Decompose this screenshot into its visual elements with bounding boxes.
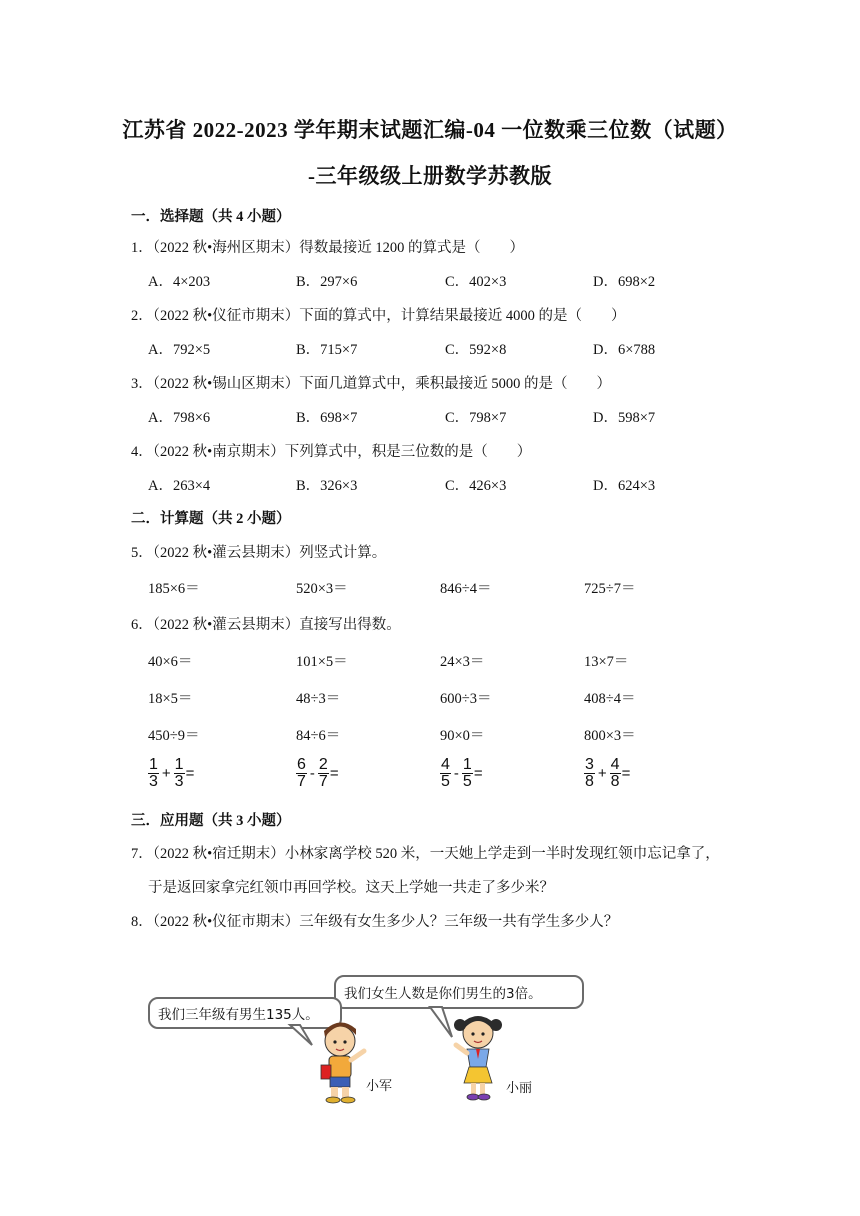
fraction-denominator: 3 — [174, 773, 184, 790]
fraction-denominator: 8 — [610, 773, 620, 790]
q3-option-b: B．698×7 — [296, 410, 358, 426]
question-7-line1: 7．（2022 秋•宿迁期末）小林家离学校 520 米，一天她上学走到一半时发现红领巾忘记拿了， — [131, 846, 720, 862]
q6-item: 600÷3＝ — [440, 691, 492, 707]
section-heading-choice: 一．选择题（共 4 小题） — [131, 209, 291, 225]
q6-item: 800×3＝ — [584, 728, 636, 744]
question-1: 1．（2022 秋•海州区期末）得数最接近 1200 的算式是（ ） — [131, 240, 524, 256]
section-heading-application: 三．应用题（共 3 小题） — [131, 813, 291, 829]
fraction-numerator: 1 — [462, 756, 472, 773]
fraction-numerator: 4 — [441, 756, 450, 773]
q1-option-b: B．297×6 — [296, 274, 358, 290]
fraction-numerator: 1 — [149, 756, 158, 773]
q1-option-a: A．4×203 — [148, 274, 211, 290]
q6-item: 40×6＝ — [148, 654, 193, 670]
q6-fraction-item — [148, 757, 194, 790]
q6-item: 101×5＝ — [296, 654, 348, 670]
fraction-equals: = — [329, 765, 339, 782]
q5-item: 185×6＝ — [148, 581, 200, 597]
q1-option-c: C．402×3 — [445, 274, 507, 290]
girl-name-label: 小丽 — [506, 1081, 533, 1096]
boy-figure — [321, 1022, 364, 1103]
page-title: 江苏省 2022-2023 学年期末试题汇编-04 一位数乘三位数（试题） — [122, 118, 738, 142]
fraction-denominator: 3 — [149, 773, 158, 790]
section-heading-calc: 二．计算题（共 2 小题） — [131, 511, 291, 527]
fraction-denominator: 5 — [441, 773, 450, 790]
page-subtitle: -三年级级上册数学苏教版 — [308, 164, 552, 188]
q2-option-c: C．592×8 — [445, 342, 507, 358]
fraction-numerator: 1 — [174, 756, 184, 773]
q6-item: 90×0＝ — [440, 728, 485, 744]
q5-item: 846÷4＝ — [440, 581, 492, 597]
fraction-operator: + — [161, 765, 171, 782]
q1-option-d: D．698×2 — [593, 274, 656, 290]
q6-fraction-item — [296, 757, 339, 790]
q4-option-d: D．624×3 — [593, 478, 656, 494]
q3-option-a: A．798×6 — [148, 410, 211, 426]
fraction-operator: - — [309, 765, 315, 782]
fraction-equals: = — [473, 765, 483, 782]
girl-figure — [454, 1016, 502, 1100]
q6-item: 408÷4＝ — [584, 691, 636, 707]
q6-item: 84÷6＝ — [296, 728, 341, 744]
q6-fraction-item — [440, 757, 483, 790]
fraction-operator: - — [453, 765, 459, 782]
q4-option-a: A．263×4 — [148, 478, 211, 494]
question-8: 8．（2022 秋•仪征市期末）三年级有女生多少人？三年级一共有学生多少人？ — [131, 914, 619, 930]
fraction-denominator: 5 — [462, 773, 472, 790]
fraction-denominator: 7 — [297, 773, 306, 790]
q6-item: 13×7＝ — [584, 654, 629, 670]
fraction-equals: = — [621, 765, 631, 782]
fraction-denominator: 7 — [318, 773, 328, 790]
q6-item: 48÷3＝ — [296, 691, 341, 707]
question-6: 6．（2022 秋•灌云县期末）直接写出得数。 — [131, 617, 401, 633]
fraction-denominator: 8 — [585, 773, 594, 790]
q6-item: 450÷9＝ — [148, 728, 200, 744]
fraction-numerator: 3 — [585, 756, 594, 773]
fraction-equals: = — [185, 765, 195, 782]
q2-option-b: B．715×7 — [296, 342, 358, 358]
q3-option-c: C．798×7 — [445, 410, 507, 426]
q2-option-d: D．6×788 — [593, 342, 656, 358]
fraction-numerator: 2 — [318, 756, 328, 773]
q6-item: 24×3＝ — [440, 654, 485, 670]
speech-bubble-girl-text: 我们女生人数是你们男生的3倍。 — [344, 986, 542, 1002]
question-4: 4．（2022 秋•南京期末）下列算式中，积是三位数的是（ ） — [131, 444, 532, 460]
illustration — [140, 965, 600, 1115]
q5-item: 725÷7＝ — [584, 581, 636, 597]
fraction-operator: + — [597, 765, 607, 782]
boy-name-label: 小军 — [366, 1079, 393, 1094]
q2-option-a: A．792×5 — [148, 342, 211, 358]
q6-item: 18×5＝ — [148, 691, 193, 707]
question-7-line2: 于是返回家拿完红领巾再回学校。这天上学她一共走了多少米？ — [148, 880, 554, 896]
fraction-numerator: 4 — [610, 756, 620, 773]
q4-option-c: C．426×3 — [445, 478, 507, 494]
q3-option-d: D．598×7 — [593, 410, 656, 426]
q5-item: 520×3＝ — [296, 581, 348, 597]
speech-bubble-boy-text: 我们三年级有男生135人。 — [158, 1007, 319, 1023]
q4-option-b: B．326×3 — [296, 478, 358, 494]
question-3: 3．（2022 秋•锡山区期末）下面几道算式中，乘积最接近 5000 的是（ ） — [131, 376, 611, 392]
question-2: 2．（2022 秋•仪征市期末）下面的算式中，计算结果最接近 4000 的是（ ） — [131, 308, 626, 324]
q6-fraction-item — [584, 757, 630, 790]
question-5: 5．（2022 秋•灌云县期末）列竖式计算。 — [131, 545, 387, 561]
fraction-numerator: 6 — [297, 756, 306, 773]
